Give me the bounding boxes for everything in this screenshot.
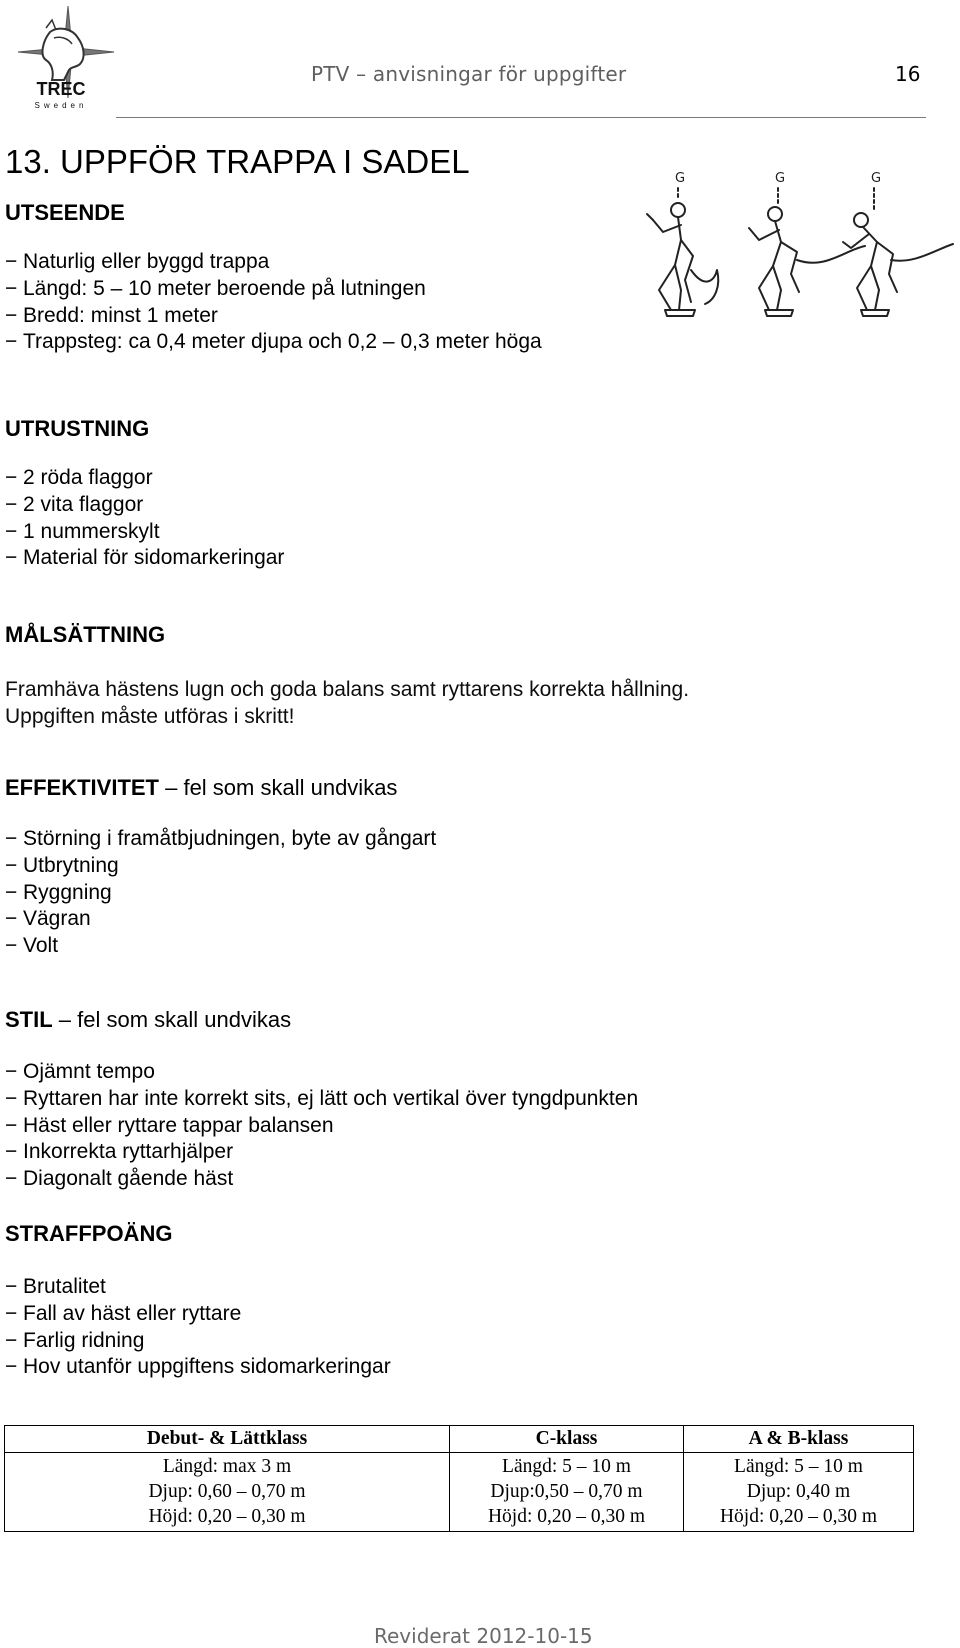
- table-cell-ab-klass: [684, 1453, 914, 1532]
- section-heading-malsattning: MÅLSÄTTNING: [5, 622, 166, 647]
- list-item: [5, 1354, 391, 1381]
- list-item-text: Naturlig eller byggd trappa: [23, 250, 270, 273]
- section-heading-stil: [5, 1007, 291, 1033]
- list-item-text: Vägran: [23, 907, 91, 931]
- list-item: [5, 1059, 638, 1086]
- section-heading-effektivitet: [5, 775, 397, 801]
- gate-label: G: [775, 171, 786, 186]
- heading-note: – fel som skall undvikas: [52, 1007, 292, 1032]
- list-item: [5, 826, 436, 853]
- dash-bullet: −: [5, 492, 18, 516]
- dash-bullet: −: [5, 1275, 18, 1298]
- utseende-list: [5, 249, 542, 356]
- table-header-ab-klass: A & B-klass: [684, 1426, 914, 1453]
- list-item: [5, 1328, 391, 1355]
- dash-bullet: −: [5, 519, 18, 543]
- list-item-text: Utbrytning: [23, 853, 119, 877]
- list-item: [5, 1166, 638, 1193]
- dash-bullet: −: [5, 276, 18, 300]
- list-item-text: Material för sidomarkeringar: [23, 546, 285, 570]
- list-item: [5, 1139, 638, 1166]
- header-title: PTV – anvisningar för uppgifter: [311, 62, 627, 86]
- list-item-text: Ojämnt tempo: [23, 1060, 155, 1083]
- footer-revision-date: Reviderat 2012-10-15: [374, 1624, 593, 1648]
- utrustning-list: [5, 465, 284, 572]
- page-number: 16: [895, 62, 921, 86]
- dash-bullet: −: [5, 466, 18, 489]
- table-row: [5, 1453, 914, 1532]
- dash-bullet: −: [5, 1140, 18, 1164]
- list-item: [5, 329, 542, 356]
- list-item-text: Volt: [23, 934, 59, 958]
- cell-length: Längd: max 3 m: [162, 1456, 292, 1477]
- dash-bullet: −: [5, 1113, 18, 1137]
- list-item-text: Fall av häst eller ryttare: [23, 1301, 242, 1325]
- list-item: [5, 1086, 638, 1113]
- page-header: [0, 0, 960, 120]
- table-cell-c-klass: [450, 1453, 684, 1532]
- list-item: [5, 492, 284, 519]
- list-item-text: 1 nummerskylt: [23, 519, 160, 543]
- list-item: [5, 853, 436, 880]
- table-cell-debut: [5, 1453, 450, 1532]
- list-item-text: Störning i framåtbjudningen, byte av gångart: [23, 827, 437, 850]
- cell-length: Längd: 5 – 10 m: [734, 1456, 863, 1477]
- list-item-text: Bredd: minst 1 meter: [23, 303, 218, 327]
- dash-bullet: −: [5, 907, 18, 931]
- table-header-debut: Debut- & Lättklass: [5, 1426, 450, 1453]
- dash-bullet: −: [5, 330, 18, 354]
- dash-bullet: −: [5, 853, 18, 877]
- gate-label: G: [871, 171, 882, 186]
- list-item-text: 2 vita flaggor: [23, 492, 144, 516]
- stair-riding-illustration: [645, 170, 957, 335]
- cell-height: Höjd: 0,20 – 0,30 m: [487, 1506, 646, 1527]
- gate-label: G: [675, 171, 686, 186]
- table-header-c-klass: C-klass: [450, 1426, 684, 1453]
- dash-bullet: −: [5, 1301, 18, 1325]
- list-item-text: Häst eller ryttare tappar balansen: [23, 1113, 334, 1137]
- section-heading-straffpoang: STRAFFPOÄNG: [5, 1221, 173, 1246]
- dash-bullet: −: [5, 1355, 18, 1379]
- dash-bullet: −: [5, 1167, 18, 1191]
- list-item: [5, 276, 542, 303]
- dash-bullet: −: [5, 1328, 18, 1352]
- list-item: [5, 1113, 638, 1140]
- list-item-text: Ryggning: [23, 880, 112, 904]
- cell-depth: Djup: 0,60 – 0,70 m: [148, 1481, 306, 1502]
- cell-length: Längd: 5 – 10 m: [502, 1456, 631, 1477]
- list-item: [5, 303, 542, 330]
- list-item: [5, 906, 436, 933]
- stil-list: [5, 1059, 638, 1193]
- cell-depth: Djup:0,50 – 0,70 m: [490, 1481, 643, 1502]
- table-header-row: [5, 1426, 914, 1453]
- list-item: [5, 1274, 391, 1301]
- list-item-text: Diagonalt gående häst: [23, 1167, 234, 1191]
- cell-height: Höjd: 0,20 – 0,30 m: [148, 1506, 306, 1527]
- heading-note: – fel som skall undvikas: [159, 775, 398, 800]
- list-item: [5, 545, 284, 572]
- malsattning-text-line-1: Framhäva hästens lugn och goda balans samt ryttarens korrekta hållning.: [5, 678, 690, 701]
- list-item: [5, 880, 436, 907]
- dash-bullet: −: [5, 880, 18, 904]
- list-item-text: Farlig ridning: [23, 1328, 145, 1352]
- list-item-text: Inkorrekta ryttarhjälper: [23, 1140, 234, 1164]
- dash-bullet: −: [5, 827, 18, 850]
- cell-height: Höjd: 0,20 – 0,30 m: [719, 1506, 878, 1527]
- list-item-text: Trappsteg: ca 0,4 meter djupa och 0,2 – 0,3 meter höga: [23, 330, 542, 354]
- logo-text: TREC: [36, 79, 86, 99]
- class-requirements-table: [4, 1425, 914, 1532]
- list-item: [5, 465, 284, 492]
- heading-label: STIL: [5, 1007, 53, 1032]
- trec-sweden-logo: [6, 2, 116, 112]
- section-heading-utseende: UTSEENDE: [5, 200, 125, 225]
- dash-bullet: −: [5, 1086, 18, 1110]
- list-item-text: Ryttaren har inte korrekt sits, ej lätt och vertikal över tyngdpunkten: [23, 1086, 639, 1110]
- list-item: [5, 519, 284, 546]
- document-title: 13. UPPFÖR TRAPPA I SADEL: [5, 143, 470, 180]
- dash-bullet: −: [5, 546, 18, 570]
- list-item: [5, 1301, 391, 1328]
- heading-label: EFFEKTIVITET: [5, 775, 159, 800]
- logo-subtext: Sweden: [34, 101, 88, 110]
- dash-bullet: −: [5, 250, 18, 273]
- cell-depth: Djup: 0,40 m: [746, 1481, 851, 1502]
- straffpoang-list: [5, 1274, 391, 1381]
- dash-bullet: −: [5, 303, 18, 327]
- header-divider: [116, 117, 926, 118]
- list-item: [5, 933, 436, 960]
- list-item-text: Brutalitet: [23, 1275, 106, 1298]
- list-item-text: Längd: 5 – 10 meter beroende på lutningen: [23, 276, 426, 300]
- list-item: [5, 249, 542, 276]
- dash-bullet: −: [5, 1060, 18, 1083]
- list-item-text: 2 röda flaggor: [23, 466, 153, 489]
- dash-bullet: −: [5, 934, 18, 958]
- effektivitet-list: [5, 826, 436, 960]
- malsattning-text-line-2: Uppgiften måste utföras i skritt!: [5, 705, 295, 728]
- section-heading-utrustning: UTRUSTNING: [5, 416, 150, 441]
- list-item-text: Hov utanför uppgiftens sidomarkeringar: [23, 1355, 391, 1379]
